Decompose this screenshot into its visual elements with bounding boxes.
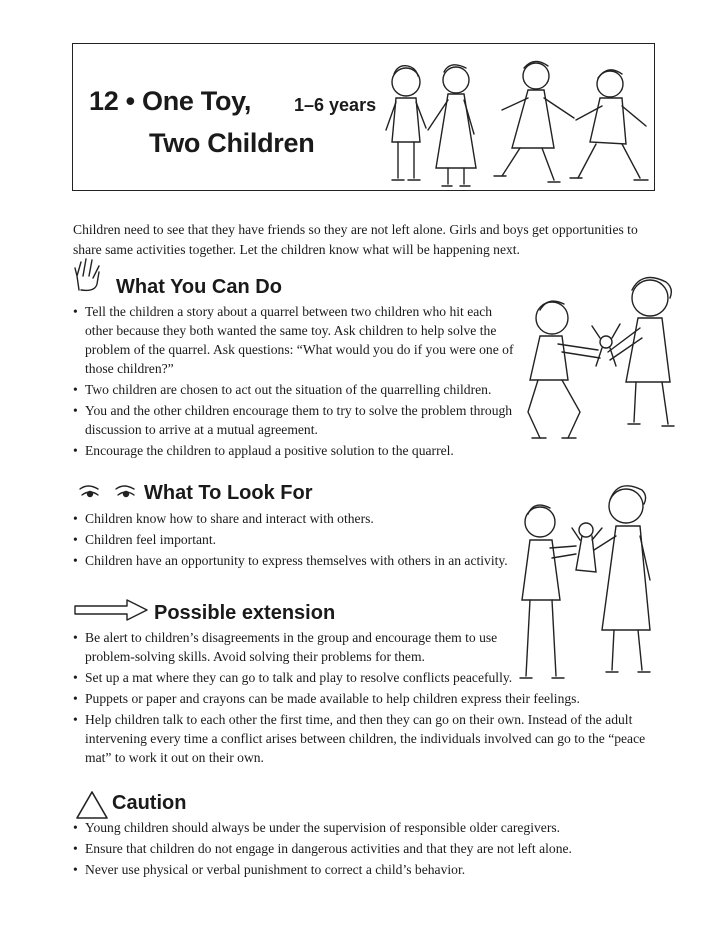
possible-extension-heading: Possible extension bbox=[154, 602, 336, 624]
list-item: • Help children talk to each other the first time, and then they can go on their own. Instead of the adult intervening every time a conflict arises between children, the individuals involved can go to the “peace mat” to work it out on their own. bbox=[73, 710, 663, 767]
warning-triangle-icon bbox=[75, 790, 109, 820]
what-to-look-for-heading: What To Look For bbox=[144, 482, 313, 504]
arrow-icon bbox=[73, 598, 149, 622]
title-box bbox=[72, 43, 655, 191]
list-item: • Tell the children a story about a quarrel between two children who hit each other because they both wanted the same toy. Ask children to help solve the problem of the quarrel. Ask questions: “What would you do if you were one of those children?” bbox=[73, 302, 521, 378]
list-item: • Young children should always be under the supervision of responsible older caregivers. bbox=[73, 818, 669, 837]
list-item: • Ensure that children do not engage in dangerous activities and that they are not left alone. bbox=[73, 839, 669, 858]
list-item: • Puppets or paper and crayons can be made available to help children express their feelings. bbox=[73, 689, 663, 708]
list-item: • You and the other children encourage them to try to solve the problem through discussion to arrive at a mutual agreement. bbox=[73, 401, 521, 439]
list-item: • Be alert to children’s disagreements in the group and encourage them to use problem-solving skills. Avoid solving their problems for them. bbox=[73, 628, 517, 666]
list-item: • Set up a mat where they can go to talk and play to resolve conflicts peacefully. bbox=[73, 668, 517, 687]
eyes-icon bbox=[78, 483, 138, 503]
possible-extension-list bbox=[73, 628, 663, 769]
list-item: • Encourage the children to applaud a positive solution to the quarrel. bbox=[73, 441, 521, 460]
list-item: • Two children are chosen to act out the situation of the quarrelling children. bbox=[73, 380, 521, 399]
hand-icon bbox=[73, 256, 105, 292]
caution-list bbox=[73, 818, 669, 881]
age-range: 1–6 years bbox=[294, 95, 377, 115]
children-playing-illustration bbox=[378, 50, 656, 192]
activity-title: 12 • One Toy, bbox=[89, 86, 252, 116]
activity-title-line2: Two Children bbox=[149, 128, 315, 158]
list-item: • Never use physical or verbal punishment to correct a child’s behavior. bbox=[73, 860, 669, 879]
quarrel-illustration bbox=[518, 262, 686, 444]
what-to-look-for-list bbox=[73, 509, 509, 572]
list-item: • Children know how to share and interact with others. bbox=[73, 509, 509, 528]
intro-paragraph: Children need to see that they have friends so they are not left alone. Girls and boys get opportunities to share same activities together. Let the children know what will be happening next. bbox=[73, 222, 638, 257]
what-you-can-do-heading: What You Can Do bbox=[116, 276, 282, 298]
caution-heading: Caution bbox=[112, 792, 187, 814]
list-item: • Children have an opportunity to express themselves with others in an activity. bbox=[73, 551, 509, 570]
list-item: • Children feel important. bbox=[73, 530, 509, 549]
what-you-can-do-list bbox=[73, 302, 521, 462]
